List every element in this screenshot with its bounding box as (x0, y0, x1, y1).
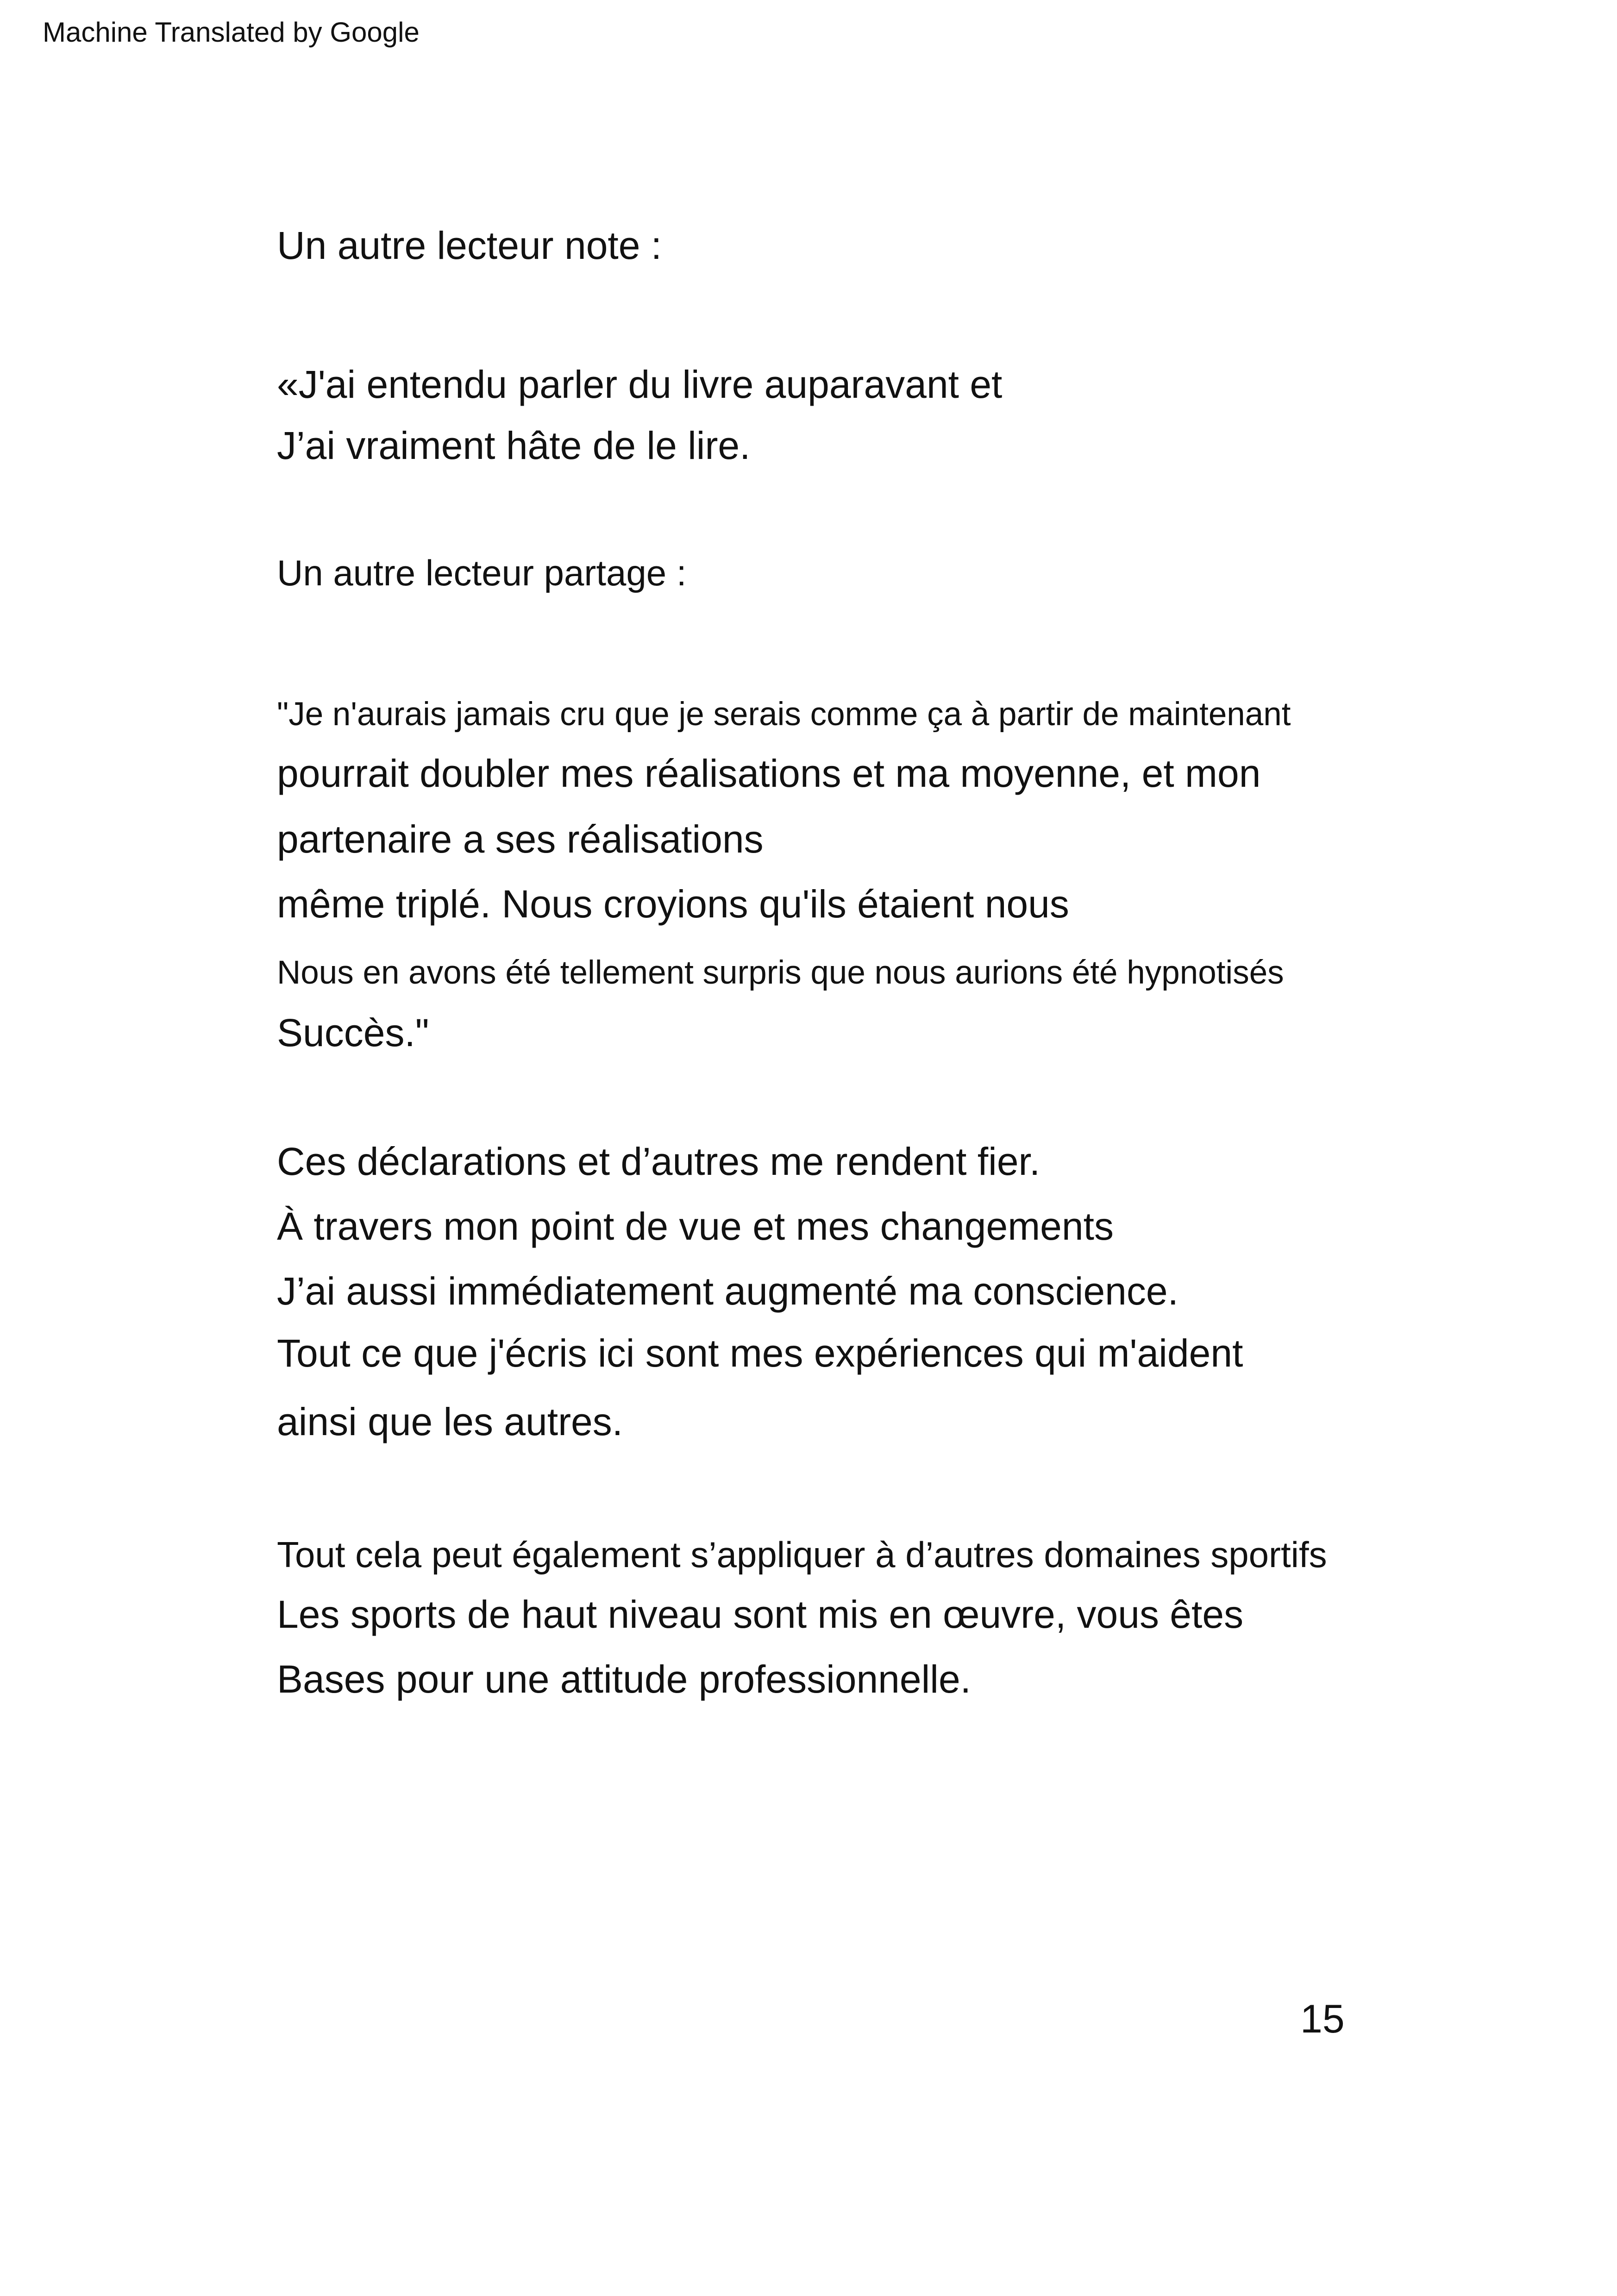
paragraph-line: Nous en avons été tellement surpris que nous aurions été hypnotisés (277, 954, 1284, 991)
paragraph-line: À travers mon point de vue et mes changements (277, 1204, 1114, 1248)
paragraph-line: Les sports de haut niveau sont mis en œuvre, vous êtes (277, 1593, 1244, 1636)
paragraph-line: Un autre lecteur note : (277, 224, 662, 267)
translation-note: Machine Translated by Google (43, 17, 420, 48)
paragraph-line: Tout cela peut également s’appliquer à d’autres domaines sportifs (277, 1534, 1327, 1575)
paragraph-line: J’ai aussi immédiatement augmenté ma conscience. (277, 1269, 1178, 1313)
paragraph-line: même triplé. Nous croyions qu'ils étaient nous (277, 882, 1069, 926)
paragraph-line: «J'ai entendu parler du livre auparavant et (277, 363, 1003, 406)
paragraph-line: Un autre lecteur partage : (277, 552, 687, 593)
paragraph-line: ainsi que les autres. (277, 1400, 623, 1443)
paragraph-line: Ces déclarations et d’autres me rendent fier. (277, 1140, 1040, 1183)
paragraph-line: pourrait doubler mes réalisations et ma moyenne, et mon (277, 752, 1261, 795)
paragraph-line: "Je n'aurais jamais cru que je serais comme ça à partir de maintenant (277, 696, 1291, 733)
paragraph-line: partenaire a ses réalisations (277, 817, 764, 861)
paragraph-line: Succès." (277, 1011, 429, 1054)
page-number: 15 (1300, 1997, 1345, 2041)
paragraph-line: J’ai vraiment hâte de le lire. (277, 424, 751, 467)
paragraph-line: Bases pour une attitude professionnelle. (277, 1657, 971, 1701)
paragraph-line: Tout ce que j'écris ici sont mes expériences qui m'aident (277, 1331, 1243, 1375)
